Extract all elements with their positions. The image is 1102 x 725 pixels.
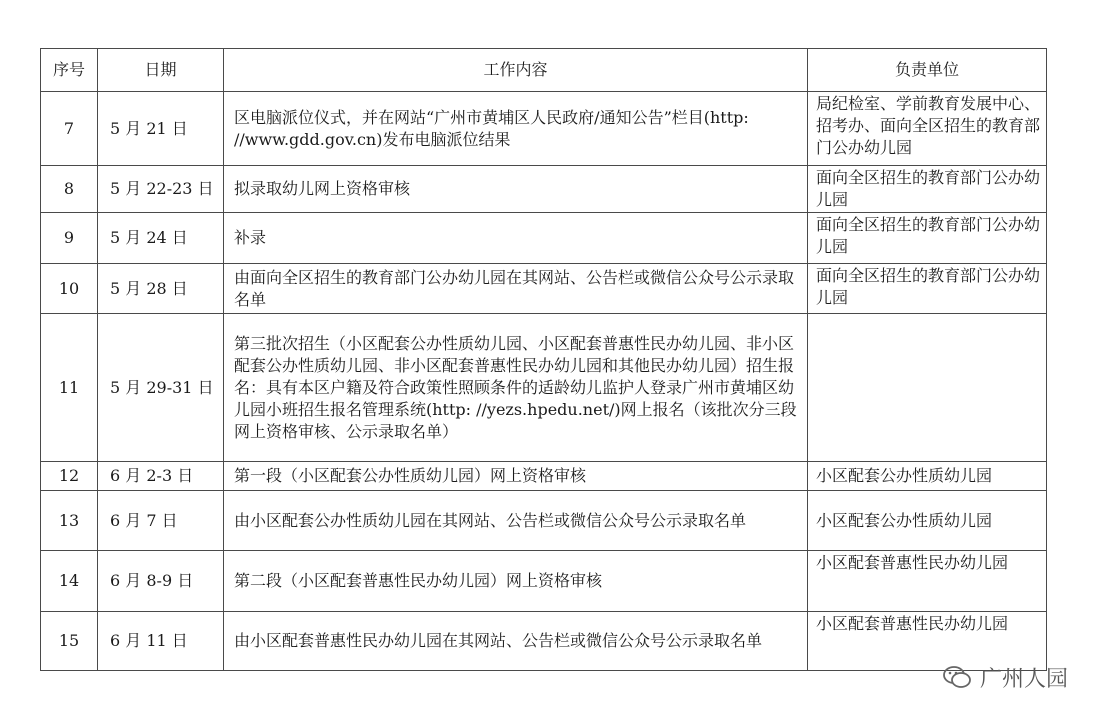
table-row xyxy=(41,314,1047,462)
header-date: 日期 xyxy=(98,49,224,92)
wechat-icon xyxy=(942,664,972,690)
row-content: 由小区配套普惠性民办幼儿园在其网站、公告栏或微信公众号公示录取名单 xyxy=(224,612,808,671)
row-content: 补录 xyxy=(224,213,808,264)
row-content: 拟录取幼儿网上资格审核 xyxy=(224,166,808,213)
header-row xyxy=(41,49,1047,92)
row-date: 5 月 22-23 日 xyxy=(98,166,224,213)
header-num: 序号 xyxy=(41,49,98,92)
row-content: 第一段（小区配套公办性质幼儿园）网上资格审核 xyxy=(224,462,808,491)
row-date: 6 月 2-3 日 xyxy=(98,462,224,491)
table-row xyxy=(41,612,1047,671)
row-unit: 小区配套公办性质幼儿园 xyxy=(808,462,1047,491)
row-num: 9 xyxy=(41,213,98,264)
row-unit: 小区配套公办性质幼儿园 xyxy=(808,491,1047,551)
row-date: 6 月 7 日 xyxy=(98,491,224,551)
row-date: 6 月 11 日 xyxy=(98,612,224,671)
table-row xyxy=(41,213,1047,264)
header-unit: 负责单位 xyxy=(808,49,1047,92)
row-num: 8 xyxy=(41,166,98,213)
row-date: 5 月 29-31 日 xyxy=(98,314,224,462)
table-row xyxy=(41,264,1047,314)
table-row xyxy=(41,92,1047,166)
row-unit: 面向全区招生的教育部门公办幼儿园 xyxy=(808,166,1047,213)
row-content: 区电脑派位仪式，并在网站“广州市黄埔区人民政府/通知公告”栏目(http: //www.gdd.gov.cn)发布电脑派位结果 xyxy=(224,92,808,166)
row-num: 11 xyxy=(41,314,98,462)
wechat-account-badge xyxy=(942,660,1068,694)
row-num: 14 xyxy=(41,551,98,612)
row-unit xyxy=(808,314,1047,462)
row-num: 7 xyxy=(41,92,98,166)
account-name: 广州人园 xyxy=(979,666,1068,692)
row-unit: 小区配套普惠性民办幼儿园 xyxy=(808,551,1047,612)
row-num: 10 xyxy=(41,264,98,314)
row-date: 6 月 8-9 日 xyxy=(98,551,224,612)
row-unit: 局纪检室、学前教育发展中心、招考办、面向全区招生的教育部门公办幼儿园 xyxy=(808,92,1047,166)
schedule-table xyxy=(40,48,1047,671)
row-date: 5 月 28 日 xyxy=(98,264,224,314)
row-unit: 小区配套普惠性民办幼儿园 xyxy=(808,612,1047,671)
row-unit: 面向全区招生的教育部门公办幼儿园 xyxy=(808,213,1047,264)
row-date: 5 月 24 日 xyxy=(98,213,224,264)
row-num: 12 xyxy=(41,462,98,491)
row-content: 第三批次招生（小区配套公办性质幼儿园、小区配套普惠性民办幼儿园、非小区配套公办性质幼儿园、非小区配套普惠性民办幼儿园和其他民办幼儿园）招生报名：具有本区户籍及符合政策性照顾条件的适龄幼儿监护人登录广州市黄埔区幼儿园小班招生报名管理系统(http: //yezs.hpedu.net/)网上报名（该批次分三段网上资格审核、公示录取名单） xyxy=(224,314,808,462)
table-row xyxy=(41,166,1047,213)
table-row xyxy=(41,462,1047,491)
row-date: 5 月 21 日 xyxy=(98,92,224,166)
header-content: 工作内容 xyxy=(224,49,808,92)
row-num: 13 xyxy=(41,491,98,551)
row-num: 15 xyxy=(41,612,98,671)
table-row xyxy=(41,551,1047,612)
row-unit: 面向全区招生的教育部门公办幼儿园 xyxy=(808,264,1047,314)
row-content: 由小区配套公办性质幼儿园在其网站、公告栏或微信公众号公示录取名单 xyxy=(224,491,808,551)
table-row xyxy=(41,491,1047,551)
row-content: 第二段（小区配套普惠性民办幼儿园）网上资格审核 xyxy=(224,551,808,612)
row-content: 由面向全区招生的教育部门公办幼儿园在其网站、公告栏或微信公众号公示录取名单 xyxy=(224,264,808,314)
